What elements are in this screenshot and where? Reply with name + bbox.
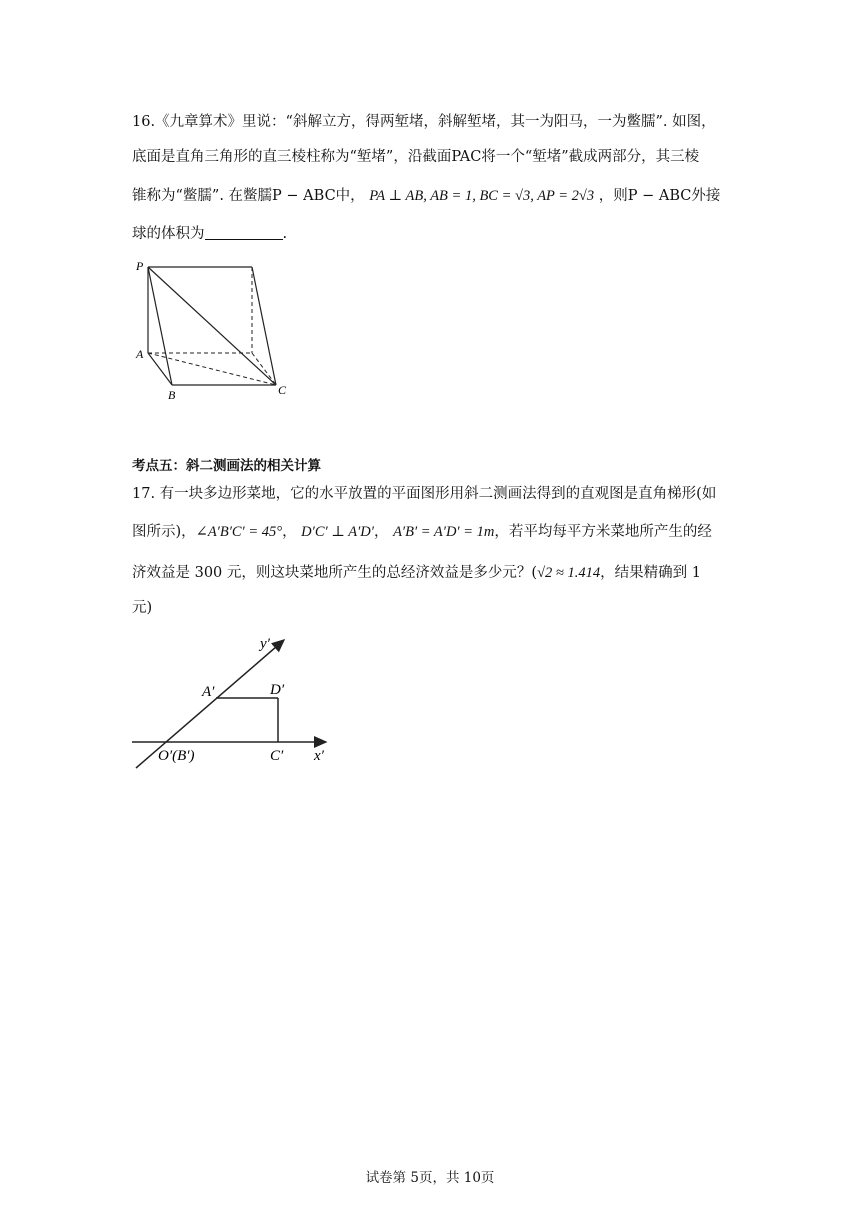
label-A: A: [136, 347, 144, 361]
label-x-axis: x′: [314, 748, 324, 764]
q16-line-4-text: 球的体积为: [132, 226, 205, 242]
q16-line-3-text-b: ，则P − ABC外接: [598, 188, 721, 204]
q16-condition-math: PA ⊥ AB, AB = 1, BC = √3, AP = 2√3: [369, 188, 595, 204]
q17-angle-math: ∠A′B′C′ = 45°: [195, 524, 283, 540]
q17-line-2: [132, 522, 732, 542]
label-P: P: [136, 259, 144, 273]
q17-line-2-text-b: ，若平均每平方米菜地所产生的经: [494, 524, 712, 540]
label-C: C: [278, 383, 287, 397]
q16-line-4: [132, 224, 732, 244]
q17-sep-1: ，: [282, 524, 297, 540]
label-O-B-prime: O′(B′): [158, 748, 195, 764]
label-D-prime: D′: [270, 682, 285, 698]
prism-figure: [132, 255, 302, 405]
page-footer: 试卷第 5页，共 10页: [365, 1170, 495, 1186]
q17-sep-2: ，: [373, 524, 389, 540]
q17-line-1: 17. 有一块多边形菜地，它的水平放置的平面图形用斜二测画法得到的直观图是直角梯形(如: [132, 486, 717, 502]
q17-sqrt-approx: √2 ≈ 1.414: [537, 565, 601, 581]
label-A-prime: A′: [202, 684, 215, 700]
section-heading: 考点五：斜二测画法的相关计算: [132, 458, 321, 474]
q16-line-3: [132, 186, 732, 206]
q17-line-3-text-b: ，结果精确到 1: [600, 565, 701, 581]
q17-line-3: [132, 563, 732, 583]
trapezoid-figure: [130, 628, 350, 778]
q17-perp-math: D′C′ ⊥ A′D′: [301, 524, 374, 540]
q16-line-2: 底面是直角三角形的直三棱柱称为“堑堵”，沿截面PAC将一个“堑堵”截成两部分，其三棱: [132, 149, 700, 165]
q17-length-math: A′B′ = A′D′ = 1m: [393, 524, 495, 540]
label-y-axis: y′: [260, 636, 270, 652]
q16-line-3-text-a: 锥称为“鳖臑”. 在鳖臑P − ABC中，: [132, 188, 365, 204]
q16-line-4-end: .: [282, 226, 288, 242]
label-C-prime: C′: [270, 748, 284, 764]
q17-line-2-text-a: 图所示)，: [132, 524, 196, 540]
answer-blank: [205, 225, 283, 240]
label-B: B: [168, 388, 176, 402]
q17-line-4: 元): [132, 600, 153, 616]
q16-line-1: 16.《九章算术》里说：“斜解立方，得两堑堵，斜解堑堵，其一为阳马，一为鳖臑”. 如图，: [132, 114, 716, 130]
q17-line-3-text-a: 济效益是 300 元，则这块菜地所产生的总经济效益是多少元？(: [132, 565, 538, 581]
